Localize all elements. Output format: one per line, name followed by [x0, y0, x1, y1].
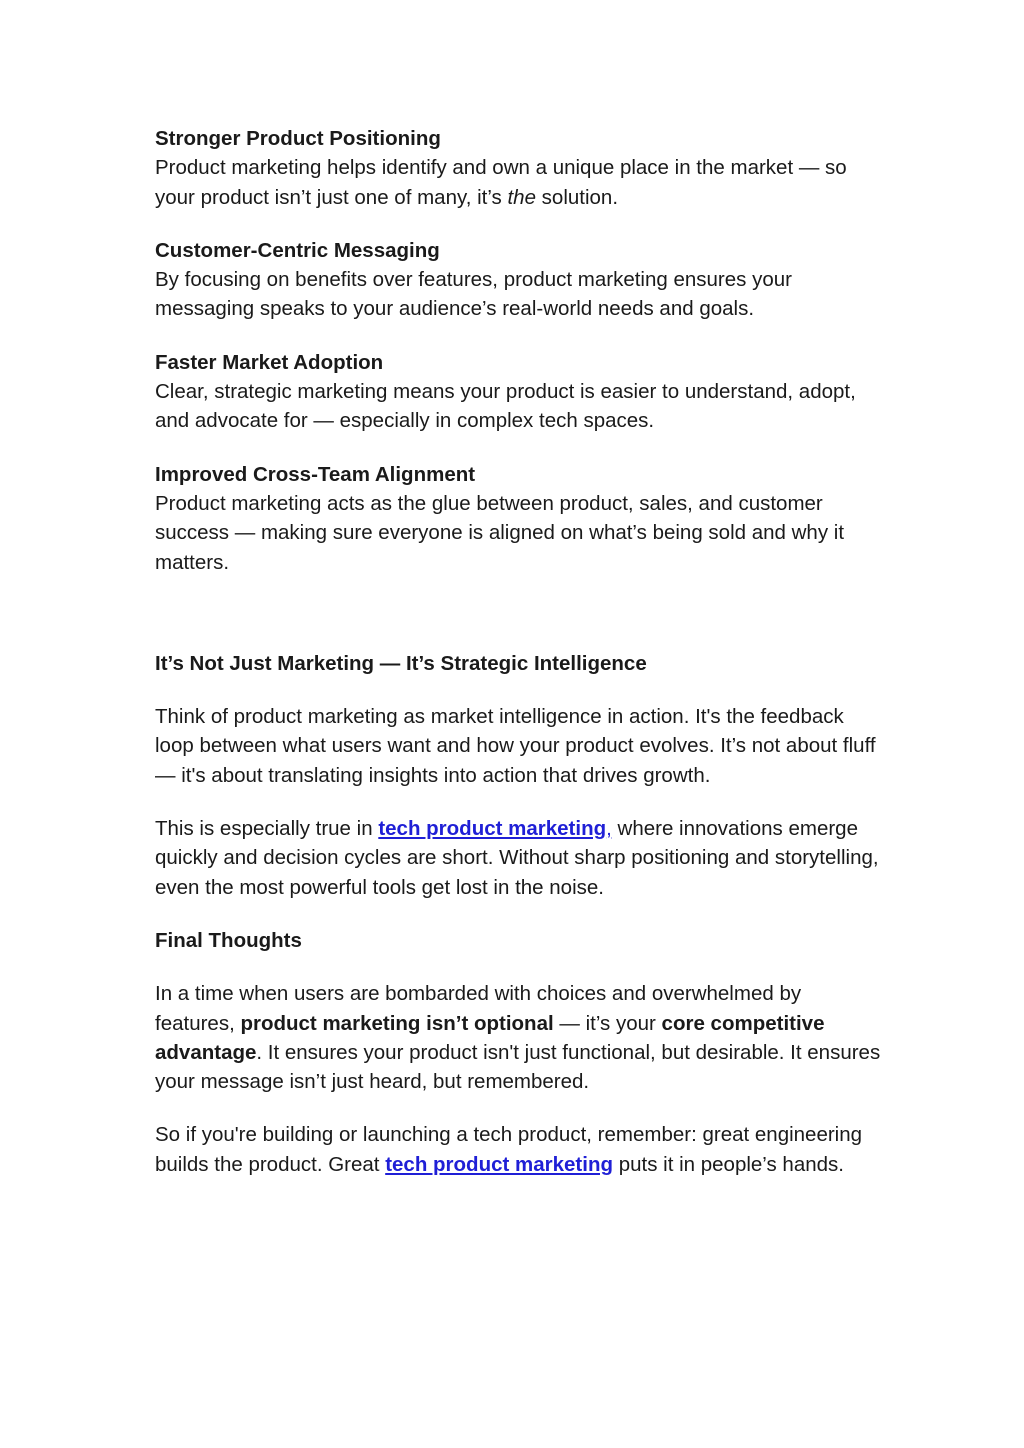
benefit-text: By focusing on benefits over features, product marketing ensures your messaging speaks to your audience’s real-world needs and goals.: [155, 268, 792, 321]
paragraph-tech: This is especially true in tech product marketing, where innovations emerge quickly and decision cycles are short. Without sharp positioning and storytelling, even the most powerful tools get lost in the noise.: [155, 817, 879, 899]
benefit-title: Improved Cross-Team Alignment: [155, 462, 476, 486]
strong-text: product marketing isn’t optional: [240, 1011, 554, 1035]
benefit-title: Faster Market Adoption: [155, 350, 384, 374]
tech-product-marketing-link[interactable]: tech product marketing: [385, 1152, 613, 1176]
benefit-text: Product marketing acts as the glue between product, sales, and customer success — making sure everyone is aligned on what’s being sold and why it matters.: [155, 491, 845, 574]
benefit-positioning: [155, 124, 885, 212]
paragraph-final-2: So if you're building or launching a tech product, remember: great engineering builds the product. Great tech product marketing puts it in people’s hands.: [155, 1123, 863, 1176]
section-spacer: [155, 601, 885, 649]
paragraph-final-1: In a time when users are bombarded with choices and overwhelmed by features, product marketing isn’t optional — it’s your core competitive advantage. It ensures your product isn't just functional, but desirable. It ensures your message isn’t just heard, but remembered.: [155, 982, 881, 1094]
benefit-title: Stronger Product Positioning: [155, 127, 441, 150]
section-heading-intelligence: It’s Not Just Marketing — It’s Strategic Intelligence: [155, 651, 647, 675]
benefit-text: Clear, strategic marketing means your product is easier to understand, adopt, and advocate for — especially in complex tech spaces.: [155, 380, 856, 433]
strong-text: core competitive advantage: [155, 1011, 825, 1064]
benefit-messaging: [155, 236, 885, 324]
benefit-text: Product marketing helps identify and own a unique place in the market — so your product isn’t just one of many, it’s the solution.: [155, 156, 847, 209]
paragraph-intelligence: Think of product marketing as market intelligence in action. It's the feedback loop between what users want and how your product evolves. It’s not about fluff — it's about translating insights into action that drives growth.: [155, 705, 876, 787]
document-page: [155, 124, 885, 1203]
benefit-adoption: [155, 348, 885, 436]
emphasis-text: the: [507, 185, 536, 209]
tech-product-marketing-link[interactable]: tech product marketing,: [378, 817, 612, 841]
section-heading-final: Final Thoughts: [155, 928, 302, 952]
benefit-title: Customer-Centric Messaging: [155, 238, 440, 262]
benefit-alignment: [155, 460, 885, 577]
